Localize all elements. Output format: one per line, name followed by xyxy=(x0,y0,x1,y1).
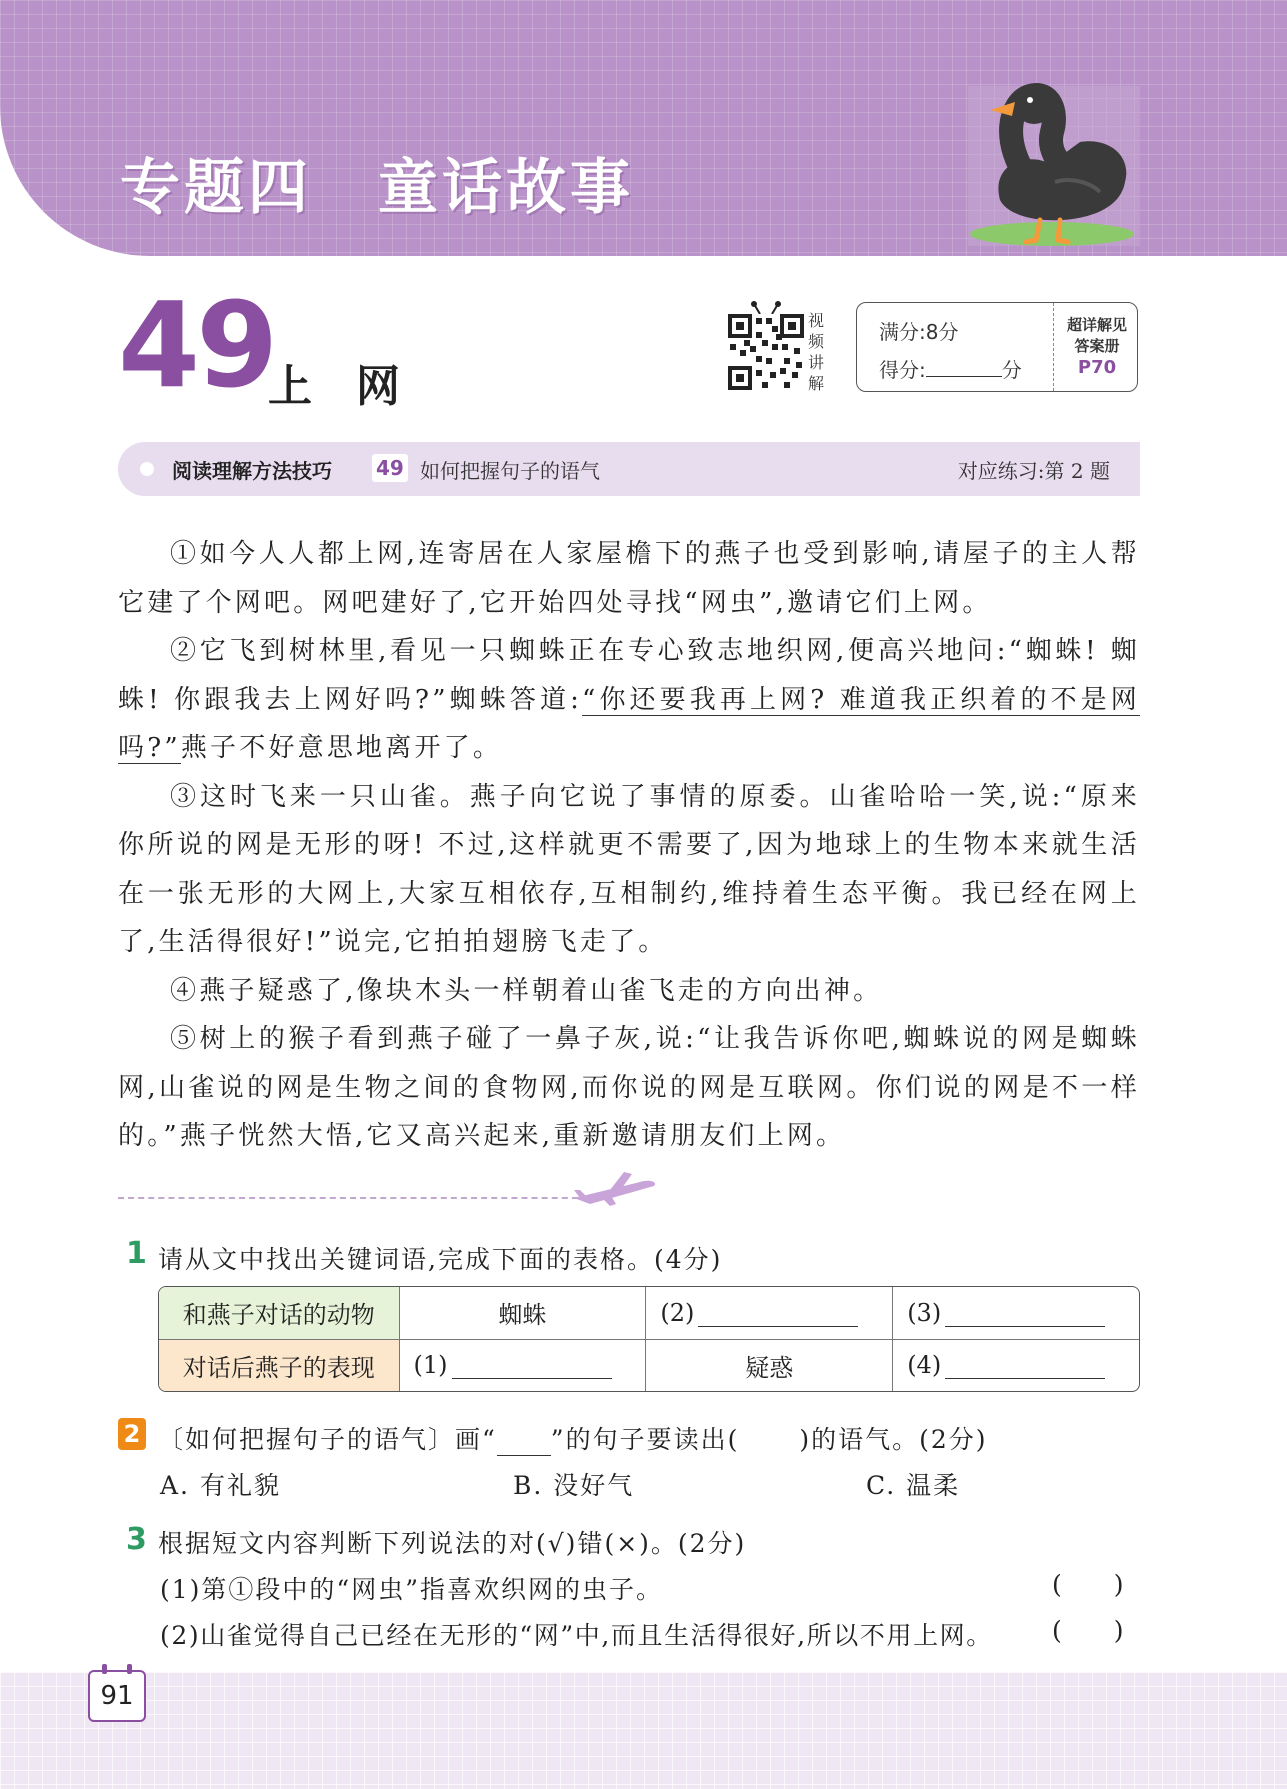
skill-number: 49 xyxy=(372,454,408,482)
paragraph-3: ③这时飞来一只山雀。燕子向它说了事情的原委。山雀哈哈一笑,说:“原来你所说的网是无形的呀! 不过,这样就更不需要了,因为地球上的生物本来就生活在一张无形的大网上,大家互相依存,互相制约,维持着生态平衡。我已经在网上了,生活得很好!”说完,它拍拍翅膀飞走了。 xyxy=(118,781,1140,957)
qr-label: 视频讲解 xyxy=(808,311,825,393)
practice-reference: 对应练习:第 2 题 xyxy=(957,459,1110,483)
judgement-paren-1[interactable] xyxy=(1052,1570,1126,1599)
reading-passage xyxy=(118,530,1140,1161)
blank-line[interactable] xyxy=(698,1304,858,1327)
paragraph-1: ①如今人人都上网,连寄居在人家屋檐下的燕子也受到影响,请屋子的主人帮它建了个网吧。网吧建好了,它开始四处寻找“网虫”,邀请它们上网。 xyxy=(118,539,1140,618)
section-divider xyxy=(118,1197,588,1199)
underlined-sentence: “你还要我再上网? 难道我正织着的不是网吗?” xyxy=(118,684,1140,763)
table-row xyxy=(159,1339,1139,1391)
question-2-text-c: )的语气。(2分) xyxy=(799,1425,988,1454)
question-1-number: 1 xyxy=(126,1236,147,1271)
blank-label: (4) xyxy=(907,1351,942,1380)
score-info xyxy=(879,313,1022,389)
topic-title xyxy=(120,140,634,226)
paren-close: ) xyxy=(1113,1570,1126,1599)
question-2-text-b: ”的句子要读出( xyxy=(550,1425,740,1454)
skill-bar xyxy=(118,442,1140,496)
table-header-animals: 和燕子对话的动物 xyxy=(159,1287,399,1339)
judgement-item-1: (1)第①段中的“网虫”指喜欢织网的虫子。 xyxy=(160,1575,663,1604)
blank-label: (3) xyxy=(907,1298,942,1327)
blank-line[interactable] xyxy=(945,1356,1105,1379)
option-b[interactable]: B. 没好气 xyxy=(513,1471,635,1500)
paragraph-5: ⑤树上的猴子看到燕子碰了一鼻子灰,说:“让我告诉你吧,蜘蛛说的网是蜘蛛网,山雀说的网是生物之间的食物网,而你说的网是互联网。你们说的网是不一样的。”燕子恍然大悟,它又高兴起来,重新邀请朋友们上网。 xyxy=(118,1024,1140,1151)
topic-name: 童话故事 xyxy=(378,153,634,223)
option-c[interactable]: C. 温柔 xyxy=(866,1471,961,1500)
blank-label: (1) xyxy=(413,1351,448,1380)
table-fill-cell[interactable] xyxy=(399,1339,646,1391)
option-a[interactable]: A. 有礼貌 xyxy=(160,1471,281,1500)
bullet-icon xyxy=(140,462,154,476)
paragraph-2-end: 燕子不好意思地离开了。 xyxy=(180,733,503,763)
score-box xyxy=(856,302,1138,392)
page-number: 91 xyxy=(88,1670,146,1722)
answer-table xyxy=(158,1286,1140,1392)
question-1-text: 请从文中找出关键词语,完成下面的表格。(4分) xyxy=(158,1245,723,1274)
topic-label: 专题四 xyxy=(120,153,312,223)
question-3-text: 根据短文内容判断下列说法的对(√)错(×)。(2分) xyxy=(158,1529,747,1558)
question-3-number: 3 xyxy=(126,1522,147,1557)
duck-illustration xyxy=(960,82,1145,257)
got-score-label: 得分: xyxy=(879,358,926,382)
paren-close: ) xyxy=(1113,1616,1126,1645)
header-banner xyxy=(0,0,1287,256)
airplane-icon xyxy=(570,1168,660,1208)
skill-label: 阅读理解方法技巧 xyxy=(172,459,332,483)
table-fill-cell[interactable] xyxy=(893,1339,1139,1391)
paragraph-2 xyxy=(118,627,1140,773)
lesson-number: 49 xyxy=(118,276,275,414)
got-score-unit: 分 xyxy=(1001,358,1022,382)
paragraph-2-start: ②它飞到树林里,看见一只蜘蛛正在专心致志地织网,便高兴地问:“蜘蛛! 蜘蛛! 你跟我去上网好吗?”蜘蛛答道: xyxy=(118,636,1140,715)
score-divider xyxy=(1053,303,1054,391)
table-fill-cell[interactable] xyxy=(893,1287,1139,1339)
footer-band xyxy=(0,1672,1287,1789)
table-cell: 疑惑 xyxy=(646,1339,893,1391)
blank-label: (2) xyxy=(660,1298,695,1327)
paren-open: ( xyxy=(1052,1616,1064,1645)
underline-sample xyxy=(497,1433,551,1456)
score-blank[interactable] xyxy=(926,362,1002,377)
paren-open: ( xyxy=(1052,1570,1064,1599)
blank-line[interactable] xyxy=(452,1356,612,1379)
table-cell: 蜘蛛 xyxy=(399,1287,646,1339)
answer-ref-line1: 超详解见 xyxy=(1066,316,1127,334)
question-2-text xyxy=(158,1420,988,1456)
blank-line[interactable] xyxy=(945,1304,1105,1327)
answer-ref xyxy=(1055,315,1139,378)
full-score: 满分:8分 xyxy=(879,320,959,344)
judgement-paren-2[interactable] xyxy=(1052,1616,1126,1645)
skill-description: 如何把握句子的语气 xyxy=(420,459,600,483)
judgement-item-2: (2)山雀觉得自己已经在无形的“网”中,而且生活得很好,所以不用上网。 xyxy=(160,1621,993,1650)
paragraph-4: ④燕子疑惑了,像块木头一样朝着山雀飞走的方向出神。 xyxy=(170,975,883,1006)
answer-ref-line2: 答案册 xyxy=(1074,337,1120,355)
table-header-reactions: 对话后燕子的表现 xyxy=(159,1339,399,1391)
lesson-title: 上网 xyxy=(268,361,444,412)
question-2-text-a: 〔如何把握句子的语气〕画“ xyxy=(158,1425,497,1454)
answer-page: P70 xyxy=(1077,357,1117,378)
qr-code-icon[interactable] xyxy=(726,300,806,392)
question-2-number: 2 xyxy=(118,1418,146,1450)
table-fill-cell[interactable] xyxy=(646,1287,893,1339)
got-score xyxy=(879,351,1022,389)
table-row xyxy=(159,1287,1139,1339)
